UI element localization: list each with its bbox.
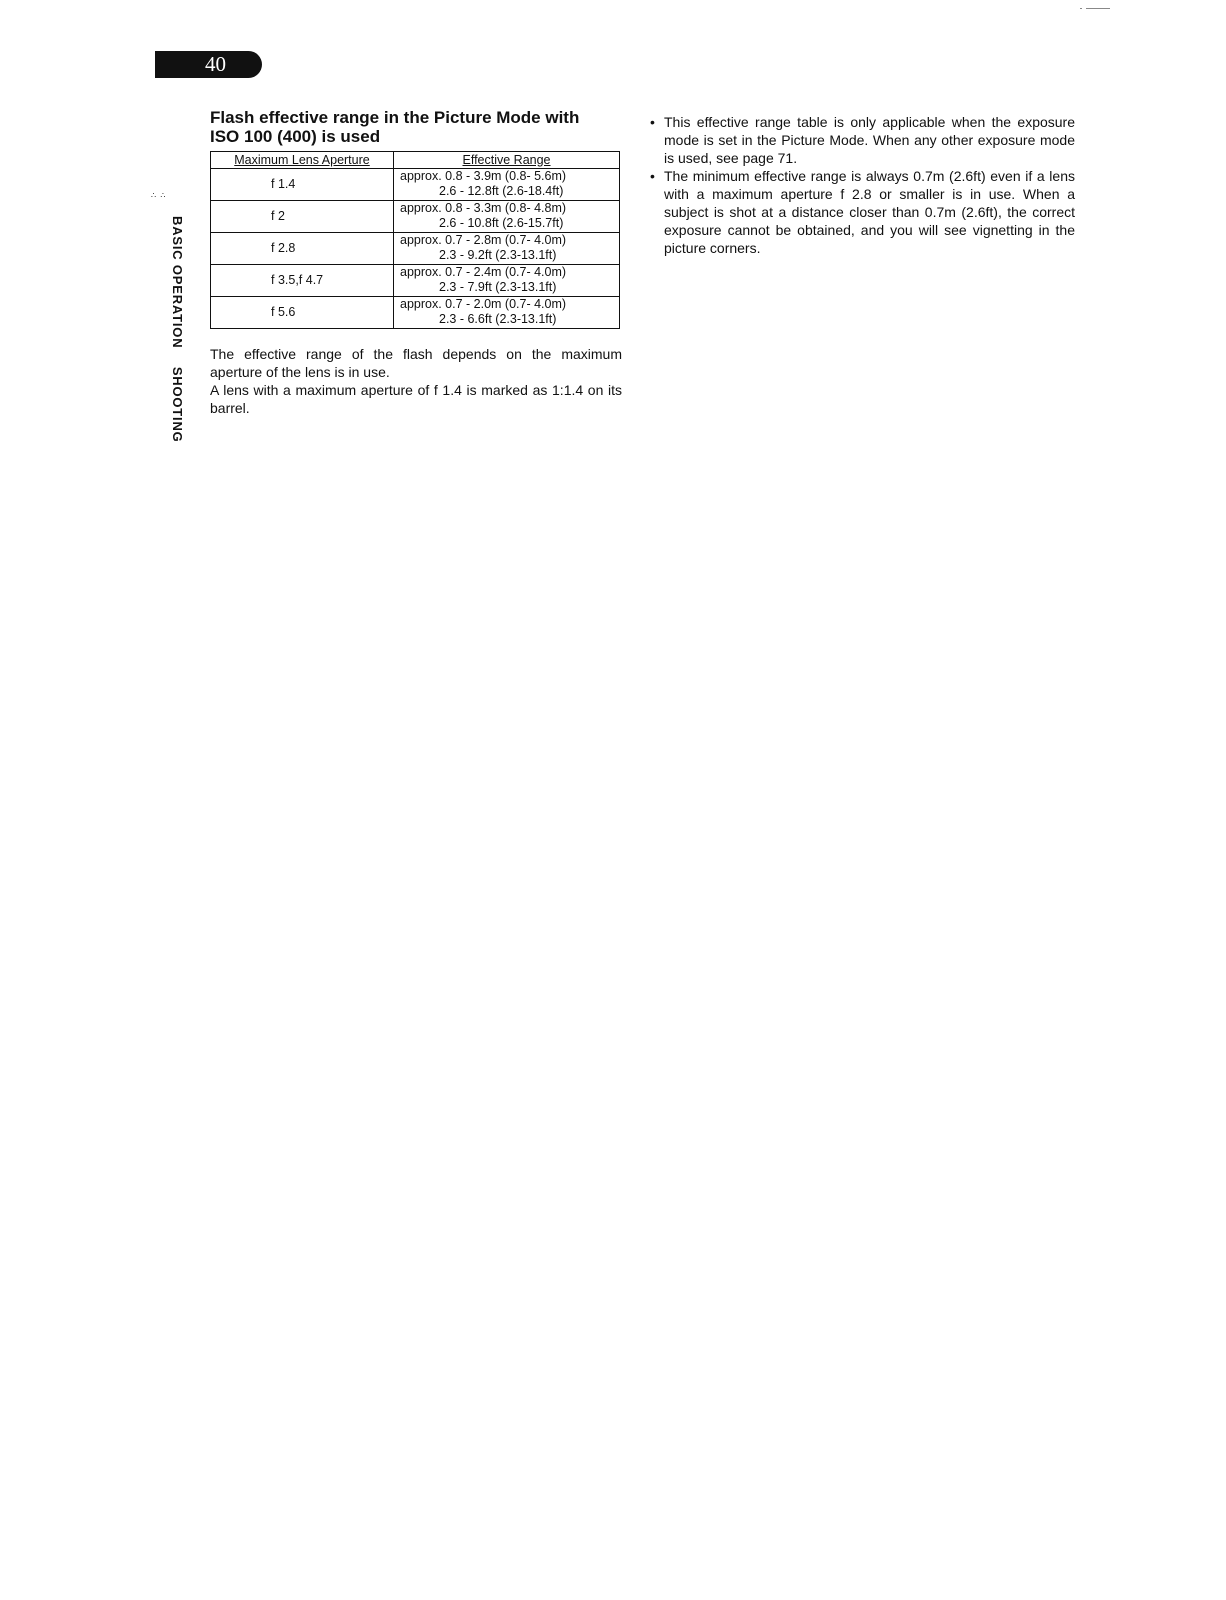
corner-mark [1086,8,1110,9]
section-label-shooting: SHOOTING [170,366,185,443]
range-metric: approx. 0.8 - 3.9m (0.8- 5.6m) [400,169,567,183]
table-row [211,201,620,233]
aperture-cell: f 2 [211,201,394,233]
range-cell [394,201,620,233]
section-label-basic-operation: BASIC OPERATION [170,216,185,349]
corner-dot [1080,8,1082,9]
range-cell [394,297,620,329]
aperture-cell: f 2.8 [211,233,394,265]
range-imperial: 2.6 - 12.8ft (2.6-18.4ft) [439,184,564,198]
aperture-cell: f 3.5,f 4.7 [211,265,394,297]
heading-line-2: ISO 100 (400) is used [210,127,381,146]
range-cell [394,265,620,297]
flash-range-table [210,151,620,329]
range-cell [394,233,620,265]
range-metric: approx. 0.7 - 2.4m (0.7- 4.0m) [400,265,567,279]
range-imperial: 2.3 - 7.9ft (2.3-13.1ft) [439,280,557,294]
section-heading [210,108,630,146]
range-metric: approx. 0.7 - 2.8m (0.7- 4.0m) [400,233,567,247]
range-imperial: 2.3 - 6.6ft (2.3-13.1ft) [439,312,557,326]
table-row [211,297,620,329]
range-metric: approx. 0.7 - 2.0m (0.7- 4.0m) [400,297,567,311]
table-row [211,169,620,201]
range-metric: approx. 0.8 - 3.3m (0.8- 4.8m) [400,201,567,215]
notes-list [650,113,1075,257]
note-item: • This effective range table is only applicable when the exposure mode is set in the Picture Mode. When any other exposure mode is used, see page 71. [650,113,1075,167]
table-row [211,265,620,297]
note-item: • The minimum effective range is always 0.7m (2.6ft) even if a lens with a maximum aperture f 2.8 or smaller is in use. When a subject is shot at a distance closer than 0.7m (2.6ft), the correct exposure cannot be obtained, and you will see vignetting in the picture corners. [650,167,1075,257]
aperture-cell: f 1.4 [211,169,394,201]
section-side-label [169,216,185,443]
range-cell [394,169,620,201]
body-text [210,345,622,417]
range-imperial: 2.6 - 10.8ft (2.6-15.7ft) [439,216,564,230]
table-row [211,233,620,265]
aperture-cell: f 5.6 [211,297,394,329]
table-header-row [211,152,620,169]
header-effective-range: Effective Range [394,152,620,169]
section-marker-icon: ∴ ∴ [151,191,167,200]
page-number: 40 [205,52,226,76]
header-max-lens-aperture: Maximum Lens Aperture [211,152,394,169]
heading-line-1: Flash effective range in the Picture Mode with [210,108,580,127]
range-imperial: 2.3 - 9.2ft (2.3-13.1ft) [439,248,557,262]
body-paragraph: The effective range of the flash depends on the maximum aperture of the lens is in use. [210,346,622,380]
body-paragraph: A lens with a maximum aperture of f 1.4 is marked as 1:1.4 on its barrel. [210,382,622,416]
